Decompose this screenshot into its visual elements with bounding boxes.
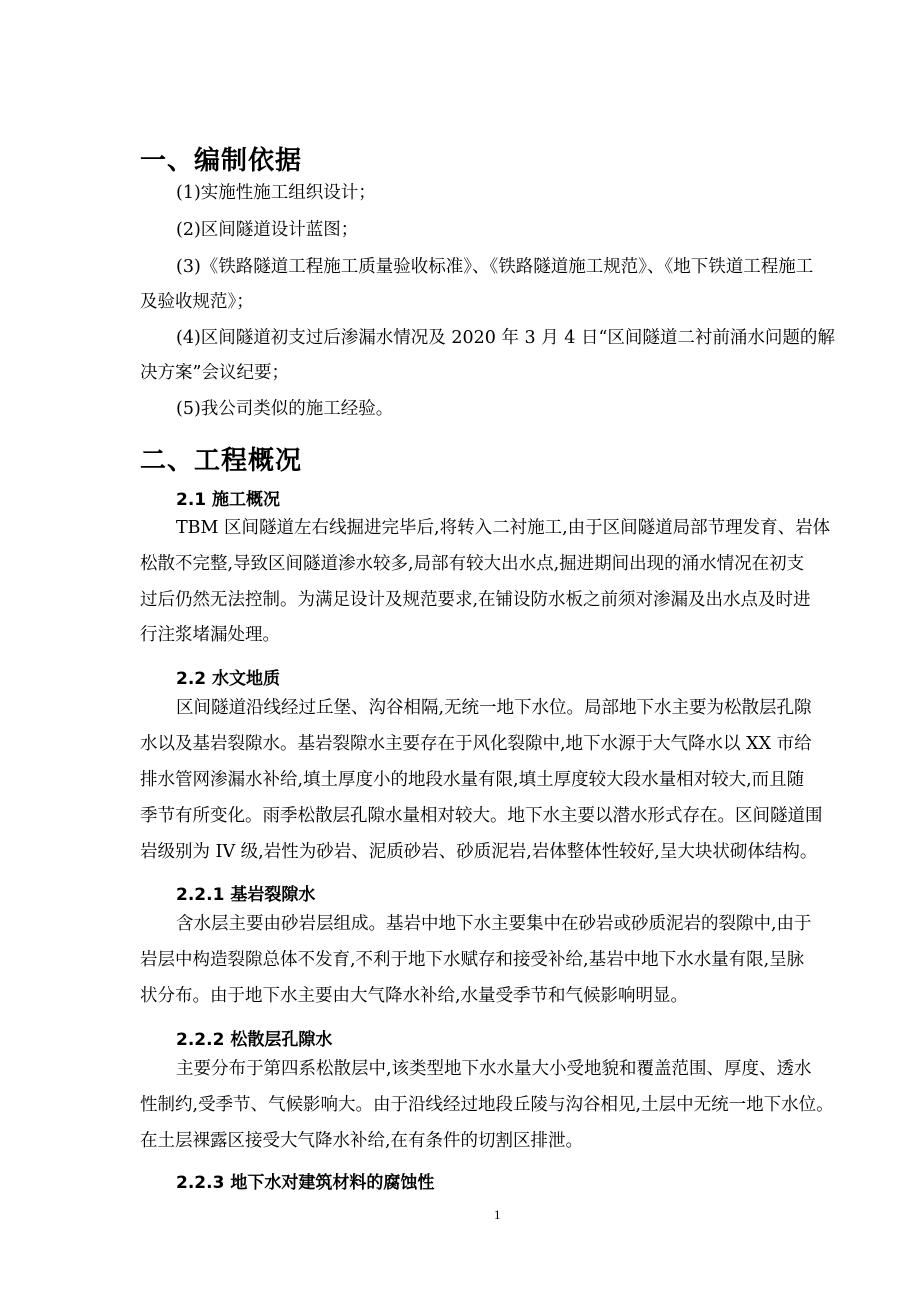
- subheading-2-2-3: 2.2.3 地下水对建筑材料的腐蚀性: [176, 1173, 435, 1193]
- section-heading-overview: 二、工程概况: [140, 446, 303, 476]
- paragraph-2-1-line-2: 松散不完整,导致区间隧道渗水较多,局部有较大出水点,掘进期间出现的涌水情况在初支: [140, 554, 805, 574]
- basis-item-3: (3)《铁路隧道工程施工质量验收标准》、《铁路隧道施工规范》、《地下铁道工程施工: [176, 257, 814, 277]
- subheading-2-2: 2.2 水文地质: [176, 669, 281, 689]
- basis-item-1: (1)实施性施工组织设计；: [176, 183, 376, 203]
- paragraph-2-2-2-line-3: 在土层裸露区接受大气降水补给,在有条件的切割区排泄。: [140, 1131, 584, 1151]
- subheading-2-1: 2.1 施工概况: [176, 490, 281, 510]
- basis-item-2: (2)区间隧道设计蓝图；: [176, 220, 359, 240]
- paragraph-2-2-2-line-1: 主要分布于第四系松散层中,该类型地下水水量大小受地貌和覆盖范围、厚度、透水: [176, 1059, 812, 1079]
- paragraph-2-2-line-1: 区间隧道沿线经过丘堡、沟谷相隔,无统一地下水位。局部地下水主要为松散层孔隙: [176, 698, 812, 718]
- paragraph-2-1-line-3: 过后仍然无法控制。为满足设计及规范要求,在铺设防水板之前须对渗漏及出水点及时进: [140, 590, 811, 610]
- basis-item-4: (4)区间隧道初支过后渗漏水情况及 2020 年 3 月 4 日“区间隧道二衬前涌水问题的解: [176, 328, 835, 348]
- paragraph-2-2-line-3: 排水管网渗漏水补给,填土厚度小的地段水量有限,填土厚度较大段水量相对较大,而且随: [140, 770, 805, 790]
- basis-item-3-cont: 及验收规范》；: [140, 292, 254, 312]
- paragraph-2-2-line-2: 水以及基岩裂隙水。基岩裂隙水主要存在于风化裂隙中,地下水源于大气降水以 XX 市给: [140, 734, 812, 754]
- page-number: 1: [494, 1207, 501, 1222]
- paragraph-2-1-line-1: TBM 区间隧道左右线掘进完毕后,将转入二衬施工,由于区间隧道局部节理发育、岩体: [176, 518, 831, 538]
- paragraph-2-2-1-line-1: 含水层主要由砂岩层组成。基岩中地下水主要集中在砂岩或砂质泥岩的裂隙中,由于: [176, 914, 812, 934]
- paragraph-2-1-line-4: 行注浆堵漏处理。: [140, 625, 280, 645]
- subheading-2-2-2: 2.2.2 松散层孔隙水: [176, 1030, 333, 1050]
- paragraph-2-2-1-line-3: 状分布。由于地下水主要由大气降水补给,水量受季节和气候影响明显。: [140, 986, 689, 1006]
- basis-item-4-cont: 决方案”会议纪要；: [140, 363, 289, 383]
- paragraph-2-2-line-5: 岩级别为 IV 级,岩性为砂岩、泥质砂岩、砂质泥岩,岩体整体性较好,呈大块状砌体结构。: [140, 842, 818, 862]
- subheading-2-2-1: 2.2.1 基岩裂隙水: [176, 885, 316, 905]
- basis-item-5: (5)我公司类似的施工经验。: [176, 399, 394, 419]
- paragraph-2-2-1-line-2: 岩层中构造裂隙总体不发育,不利于地下水赋存和接受补给,基岩中地下水水量有限,呈脉: [140, 950, 805, 970]
- paragraph-2-2-line-4: 季节有所变化。雨季松散层孔隙水量相对较大。地下水主要以潜水形式存在。区间隧道围: [140, 806, 823, 826]
- paragraph-2-2-2-line-2: 性制约,受季节、气候影响大。由于沿线经过地段丘陵与沟谷相见,土层中无统一地下水位。: [140, 1095, 834, 1115]
- section-heading-basis: 一、编制依据: [140, 146, 303, 176]
